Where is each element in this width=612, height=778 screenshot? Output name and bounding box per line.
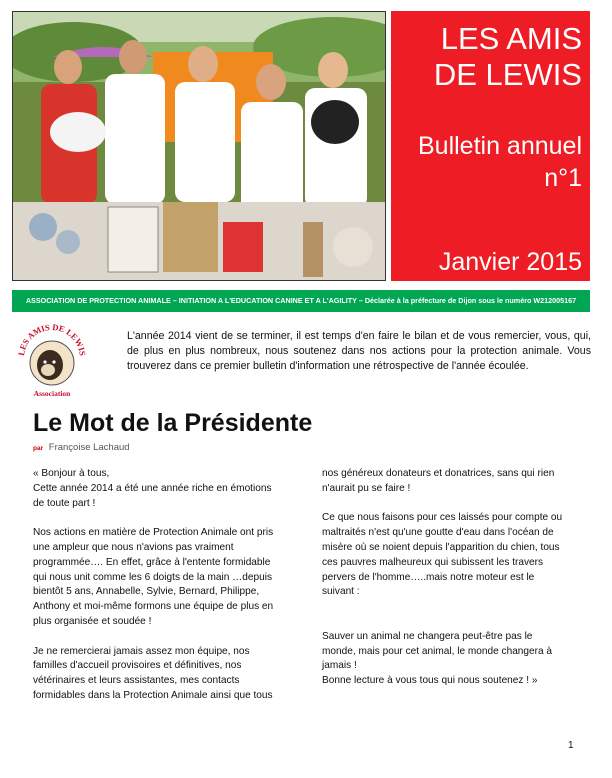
right-para-3: Sauver un animal ne changera peut-être pas le monde, mais pour cet animal, le monde changera à jamais ! [322,630,553,672]
article-byline [33,442,130,455]
article-column-left [33,467,283,704]
cover-photo [12,11,386,281]
left-para-3: Nos actions en matière de Protection Animale ont pris une ampleur que nous n'avions pas vraiment programmée…. En effet, grâce à l'entente formidable qui nous unit comme les 6 doigts de la main …depuis bientôt 5 ans, Annabelle, Sylvie, Bernard, Philippe, Anthony et moi-même formons une équipe de plus en plus organisée et soudée ! [33,527,274,627]
byline-prefix: par [33,445,44,452]
logo-text-bottom: Association [33,389,71,398]
right-para-2: Ce que nous faisons pour ces laissés pour compte ou maltraités n'est qu'une goutte d'eau dans l'océan de misère où se noient depuis l'apparition du chien, tous ces pauvres malheureux qui subissent les travers pervers de l'homme…..mais notre moteur est le suivant : [322,512,563,598]
article-title: Le Mot de la Présidente [33,409,313,437]
article-author: Françoise Lachaud [48,442,130,453]
article-column-right [322,467,568,689]
masthead [391,11,590,281]
bulletin-label: Bulletin annuel [417,132,582,160]
title-line-1: LES AMIS [440,21,582,56]
left-para-2: Cette année 2014 a été une année riche en émotions de toute part ! [33,482,272,509]
left-para-4: Je ne remercierai jamais assez mon équipe, nos familles d'accueil provisoires et définitives, nos vétérinaires et leurs assistantes, mes contacts formidables dans la Protection Animale ainsi que tous [33,645,273,701]
right-para-4: Bonne lecture à vous tous qui nous soutenez ! » [322,675,538,687]
group-photo-icon [13,12,386,281]
issue-date: Janvier 2015 [438,248,582,276]
logo-text-top: LES AMIS DE LEWIS [16,321,88,357]
bulletin-number: n°1 [544,164,582,192]
left-para-1: « Bonjour à tous, [33,468,110,479]
intro-paragraph: L'année 2014 vient de se terminer, il est temps d'en faire le bilan et de vous remercier, vous, qui, de plus en plus nombreux, nous soutenez dans nos actions pour la protection animale. Vous trouverez dans ce premier bulletin d'information une rétrospective de l'année écoulée. [127,330,591,373]
title-line-2: DE LEWIS [433,57,582,92]
association-banner: ASSOCIATION DE PROTECTION ANIMALE – INITIATION A L'EDUCATION CANINE ET A L'AGILITY – Déclarée à la préfecture de Dijon sous le numéro W212005167 [12,290,590,312]
dog-logo-icon [14,318,90,398]
page-number: 1 [568,740,574,751]
right-para-1: nos généreux donateurs et donatrices, sans qui rien n'aurait pu se faire ! [322,468,555,494]
association-logo [14,318,90,398]
